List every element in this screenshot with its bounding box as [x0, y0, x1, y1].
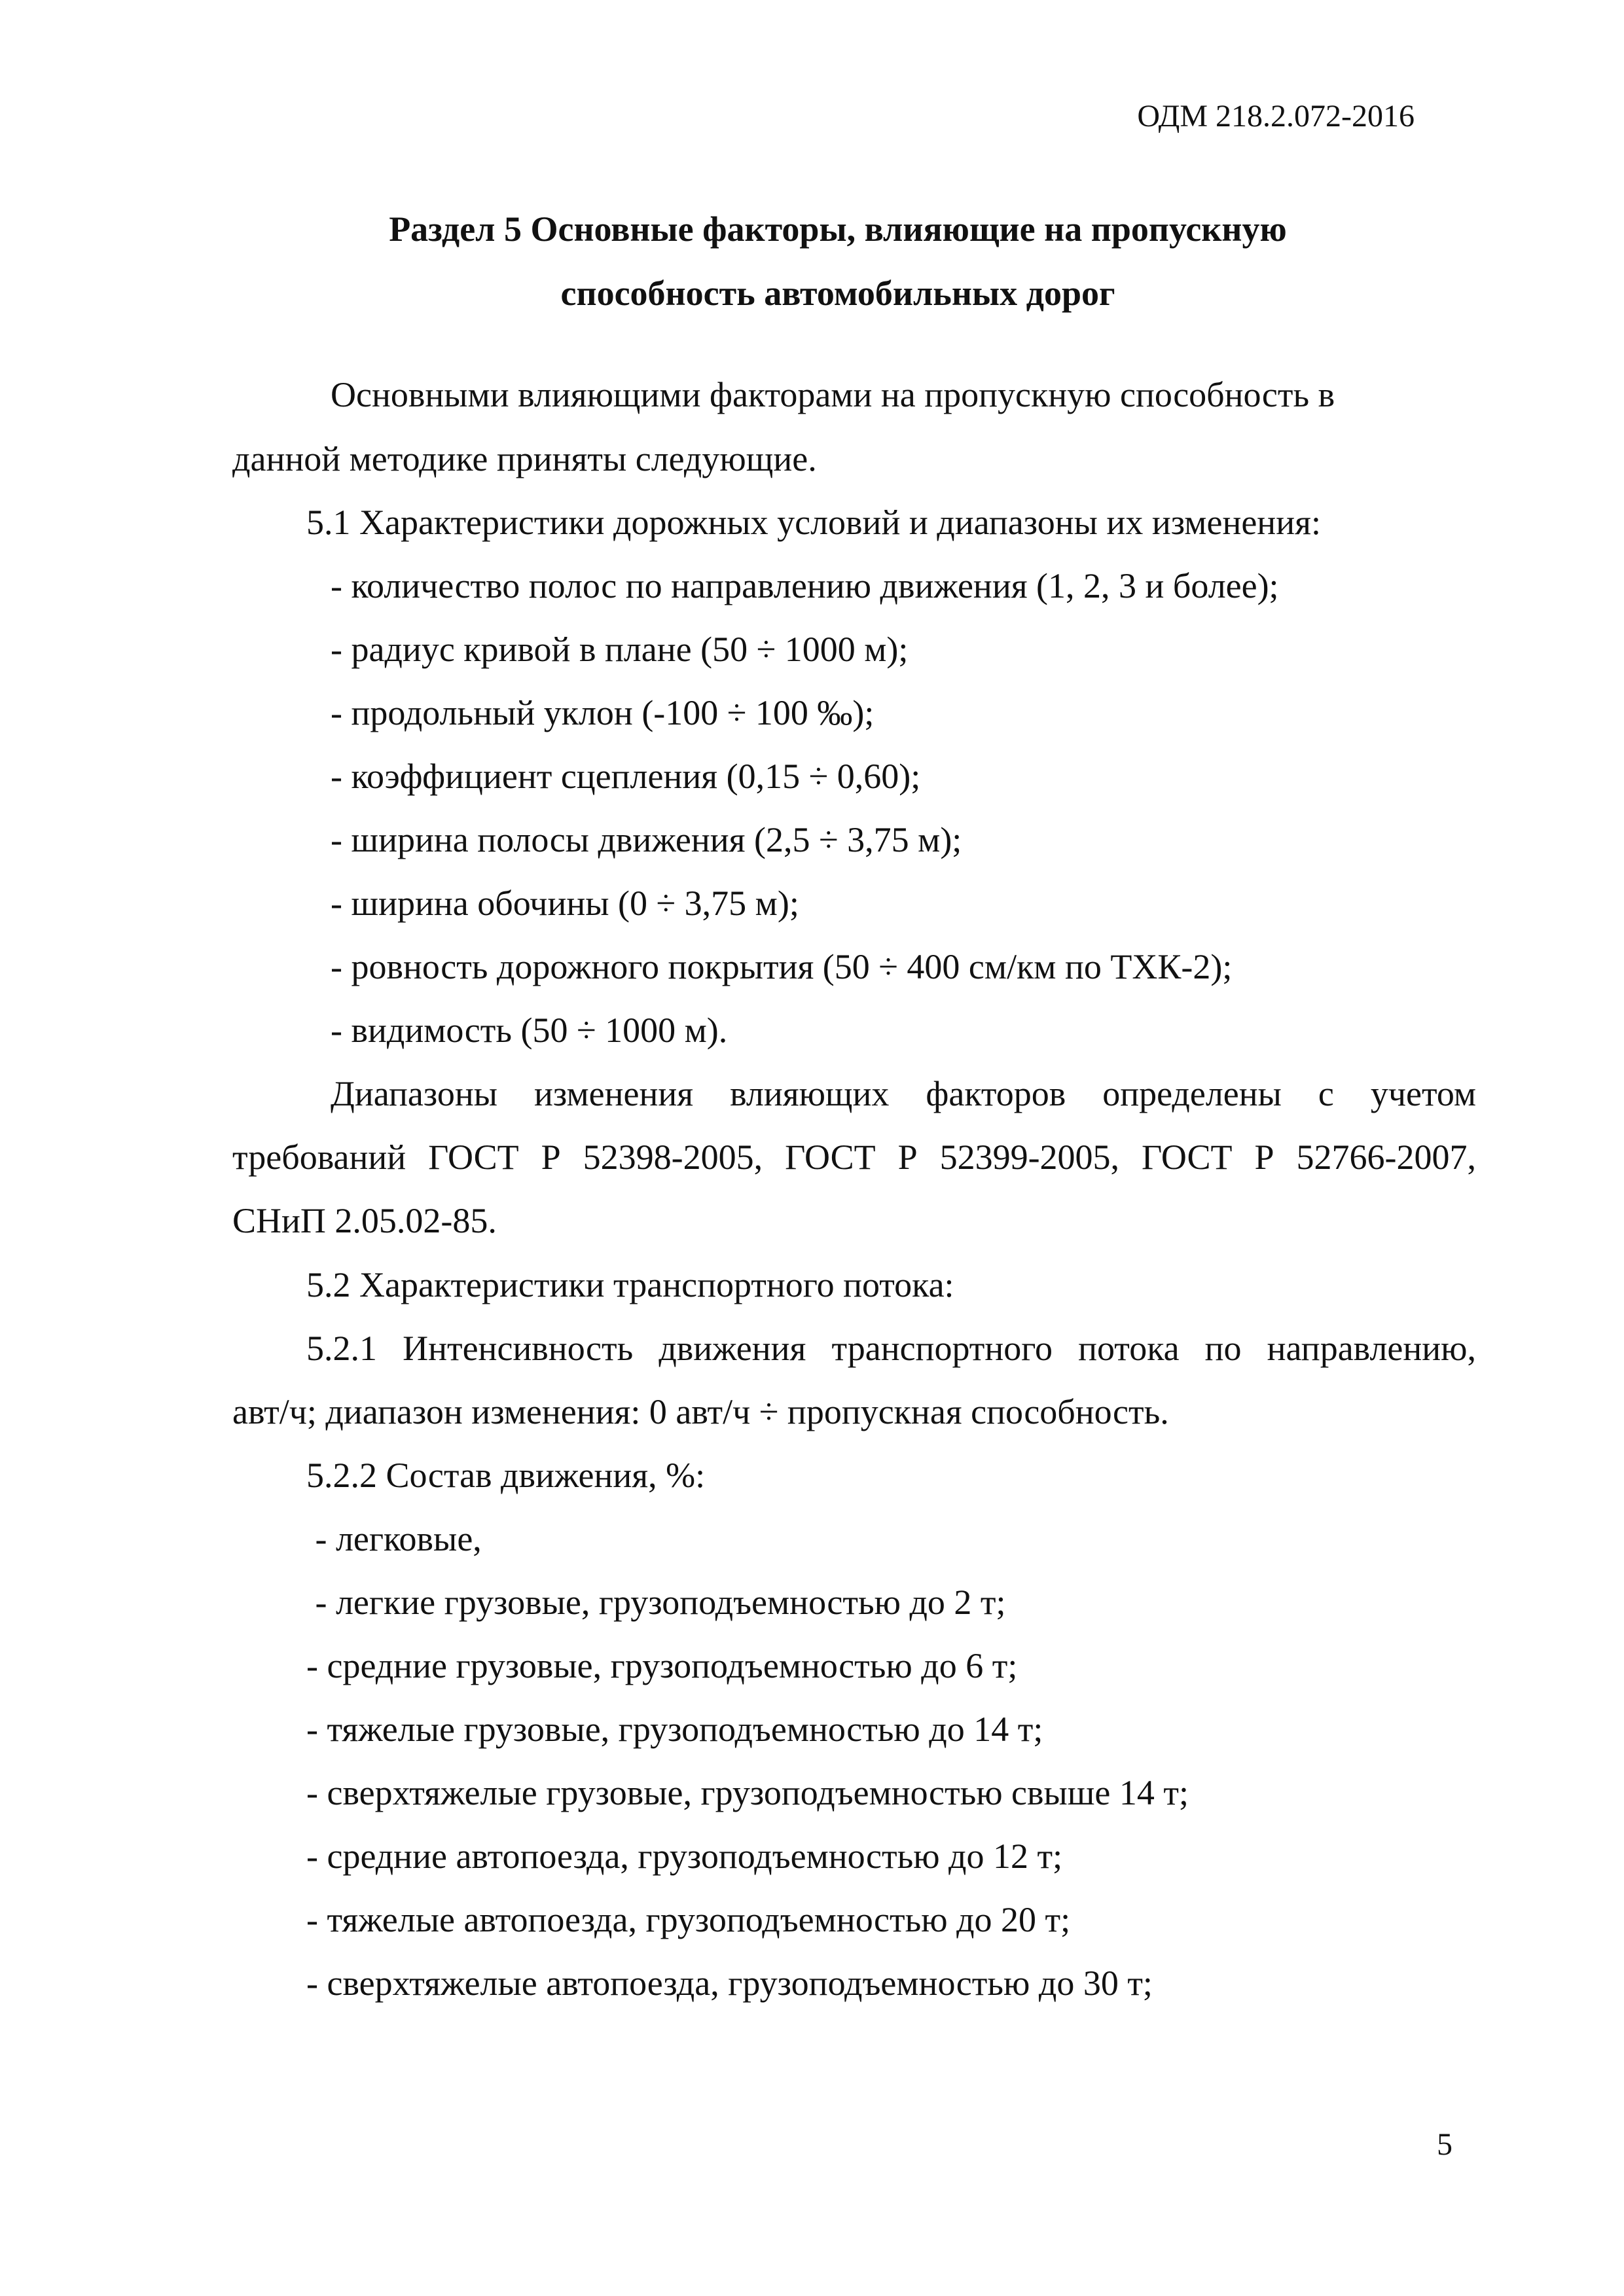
- road-condition-item: - ровность дорожного покрытия (50 ÷ 400 см/км по ТХК-2);: [331, 947, 1233, 986]
- composition-item: - средние автопоезда, грузоподъемностью до 12 т;: [306, 1837, 1063, 1876]
- intensity-line-1: 5.2.1 Интенсивность движения транспортного потока по направлению,: [306, 1329, 1476, 1368]
- road-condition-item: - продольный уклон (-100 ÷ 100 ‰);: [331, 693, 875, 732]
- composition-item: - легковые,: [306, 1519, 482, 1558]
- section-title-line-2: способность автомобильных дорог: [560, 274, 1115, 313]
- composition-item: - тяжелые грузовые, грузоподъемностью до 14 т;: [306, 1710, 1043, 1749]
- ranges-note-line-2: требований ГОСТ Р 52398-2005, ГОСТ Р 52399-2005, ГОСТ Р 52766-2007,: [232, 1138, 1476, 1177]
- road-conditions-heading: 5.1 Характеристики дорожных условий и диапазоны их изменения:: [306, 503, 1321, 542]
- composition-item: - тяжелые автопоезда, грузоподъемностью до 20 т;: [306, 1900, 1071, 1939]
- composition-item: - средние грузовые, грузоподъемностью до 6 т;: [306, 1646, 1018, 1685]
- composition-item: - сверхтяжелые автопоезда, грузоподъемностью до 30 т;: [306, 1964, 1153, 2003]
- composition-heading: 5.2.2 Состав движения, %:: [306, 1456, 706, 1495]
- road-condition-item: - видимость (50 ÷ 1000 м).: [331, 1011, 728, 1050]
- road-condition-item: - количество полос по направлению движения (1, 2, 3 и более);: [331, 566, 1279, 605]
- road-condition-item: - ширина обочины (0 ÷ 3,75 м);: [331, 884, 799, 923]
- composition-item: - сверхтяжелые грузовые, грузоподъемностью свыше 14 т;: [306, 1773, 1189, 1812]
- intro-line-1: Основными влияющими факторами на пропускную способность в: [331, 375, 1335, 414]
- intensity-line-2: авт/ч; диапазон изменения: 0 авт/ч ÷ пропускная способность.: [232, 1392, 1169, 1431]
- intro-line-2: данной методике приняты следующие.: [232, 439, 817, 478]
- road-condition-item: - коэффициент сцепления (0,15 ÷ 0,60);: [331, 757, 921, 796]
- road-condition-item: - ширина полосы движения (2,5 ÷ 3,75 м);: [331, 820, 962, 859]
- ranges-note-line-1: Диапазоны изменения влияющих факторов определены с учетом: [331, 1074, 1476, 1113]
- road-condition-item: - радиус кривой в плане (50 ÷ 1000 м);: [331, 630, 909, 669]
- page-number: 5: [1437, 2127, 1453, 2162]
- ranges-note-line-3: СНиП 2.05.02-85.: [232, 1201, 497, 1240]
- section-title-line-1: Раздел 5 Основные факторы, влияющие на пропускную: [389, 209, 1287, 249]
- traffic-heading: 5.2 Характеристики транспортного потока:: [306, 1265, 954, 1304]
- document-code: ОДМ 218.2.072-2016: [1137, 99, 1415, 134]
- composition-item: - легкие грузовые, грузоподъемностью до 2 т;: [306, 1583, 1006, 1622]
